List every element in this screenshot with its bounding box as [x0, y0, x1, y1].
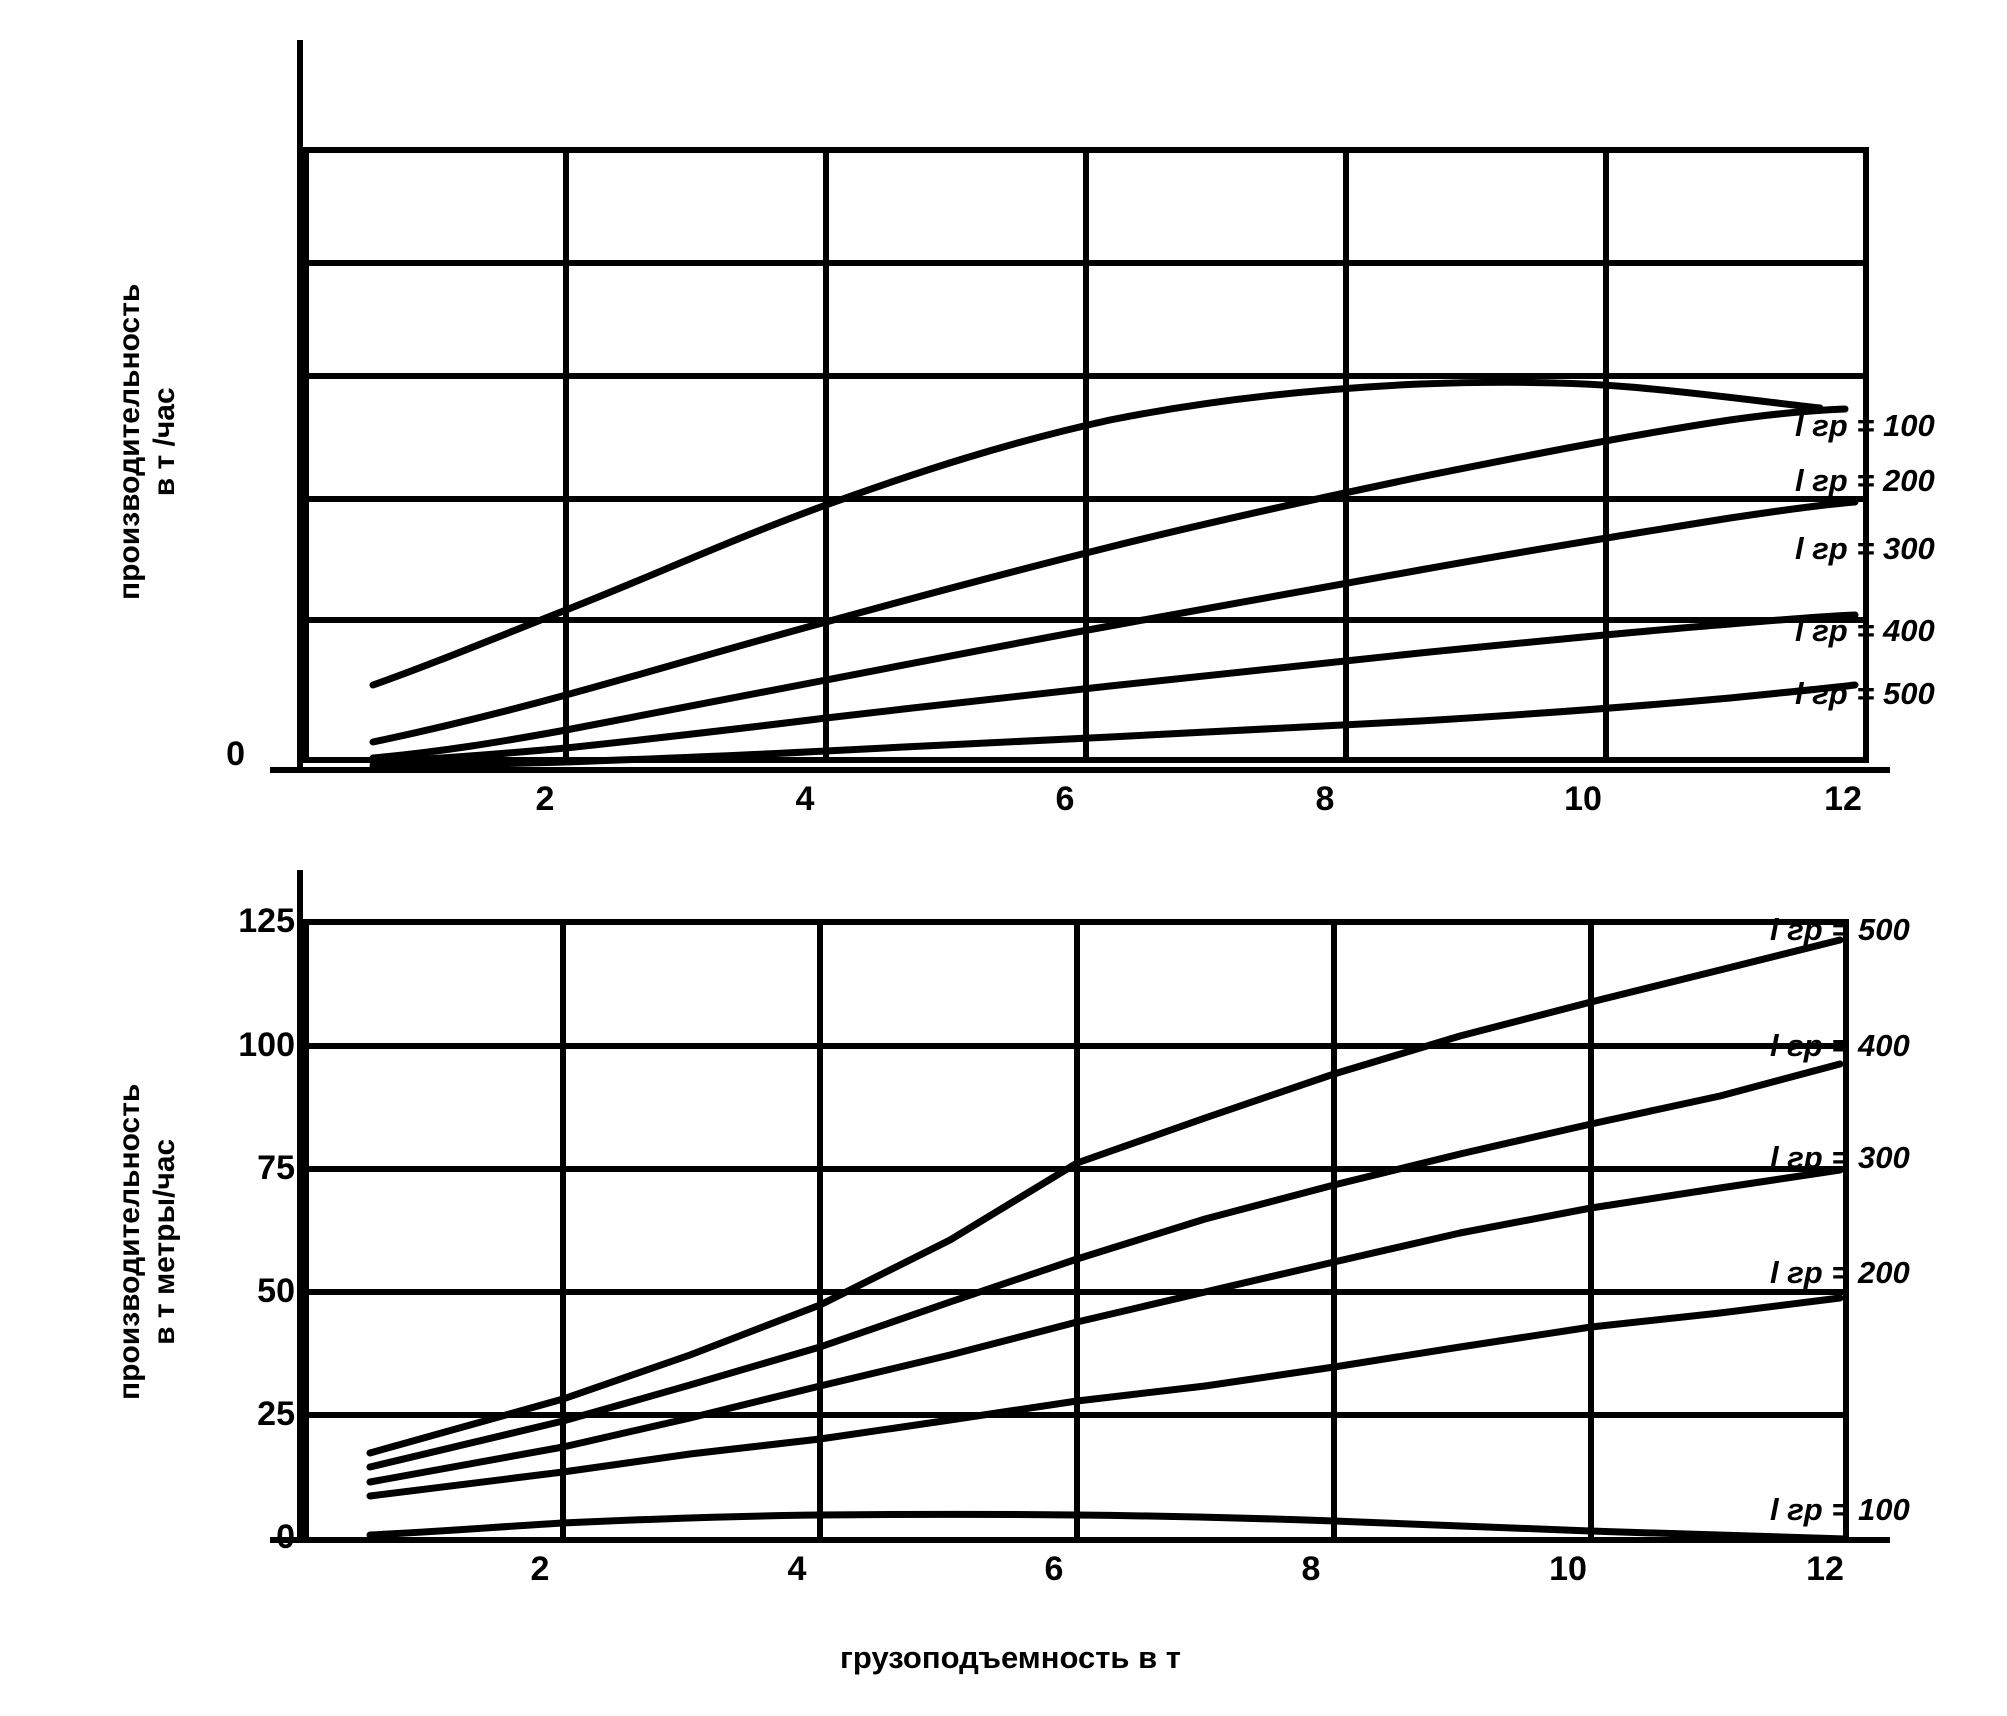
bottom-ytick-125: 125 — [238, 902, 295, 940]
top-legend-l-gr-300: l гр = 300 — [1795, 531, 1935, 566]
bottom-xtick-2: 2 — [530, 1550, 550, 1588]
bottom-y-axis-label-line2: в т метры/час — [148, 1138, 182, 1345]
top-xtick-12: 12 — [1824, 780, 1862, 818]
bottom-legend-l-gr-100: l гр = 100 — [1770, 1492, 1910, 1527]
bottom-grid-vertical — [563, 922, 1591, 1538]
top-grid-vertical — [566, 150, 1606, 760]
top-xtick-6: 6 — [1055, 780, 1075, 818]
bottom-legend-l-gr-300: l гр = 300 — [1770, 1140, 1910, 1175]
bottom-ytick-50: 50 — [257, 1272, 295, 1310]
bottom-legend-l-gr-200: l гр = 200 — [1770, 1255, 1910, 1290]
bottom-xtick-8: 8 — [1301, 1550, 1321, 1588]
top-xtick-10: 10 — [1564, 780, 1602, 818]
bottom-xtick-10: 10 — [1549, 1550, 1587, 1588]
bottom-y-axis-label — [112, 1084, 183, 1400]
bottom-legend-l-gr-400: l гр = 400 — [1770, 1028, 1910, 1063]
top-ytick-0: 0 — [226, 735, 245, 773]
top-legend-l-gr-500: l гр = 500 — [1795, 676, 1935, 711]
bottom-ytick-100: 100 — [238, 1026, 295, 1064]
bottom-xtick-4: 4 — [787, 1550, 807, 1588]
bottom-xtick-12: 12 — [1806, 1550, 1844, 1588]
top-chart — [0, 0, 2007, 830]
top-series-l-gr-200 — [373, 409, 1845, 742]
top-y-axis-label-line1: производительность — [113, 283, 146, 600]
top-legend-l-gr-200: l гр = 200 — [1795, 463, 1935, 498]
top-chart-plot — [130, 10, 1930, 810]
top-xtick-2: 2 — [535, 780, 555, 818]
bottom-series-l-gr-400 — [370, 1064, 1840, 1467]
top-legend-l-gr-100: l гр = 100 — [1795, 408, 1935, 443]
bottom-legend-l-gr-500: l гр = 500 — [1770, 912, 1910, 947]
bottom-series-l-gr-100 — [370, 1514, 1846, 1539]
top-xtick-4: 4 — [795, 780, 815, 818]
bottom-chart-plot — [130, 850, 1930, 1570]
top-xtick-8: 8 — [1315, 780, 1335, 818]
top-legend-l-gr-400: l гр = 400 — [1795, 613, 1935, 648]
bottom-xtick-6: 6 — [1044, 1550, 1064, 1588]
bottom-ytick-25: 25 — [257, 1395, 295, 1433]
bottom-x-axis-label: грузоподъемность в т — [840, 1640, 1181, 1675]
top-y-axis-label — [112, 284, 183, 600]
bottom-ytick-75: 75 — [257, 1149, 295, 1187]
bottom-y-axis-label-line1: производительность — [113, 1083, 146, 1400]
top-series-l-gr-100 — [373, 382, 1820, 685]
bottom-ytick-0: 0 — [276, 1518, 295, 1556]
bottom-series-l-gr-200 — [370, 1298, 1840, 1496]
top-y-axis-label-line2: в т /час — [148, 387, 182, 497]
bottom-series-l-gr-500 — [370, 940, 1840, 1453]
bottom-chart — [0, 840, 2007, 1716]
